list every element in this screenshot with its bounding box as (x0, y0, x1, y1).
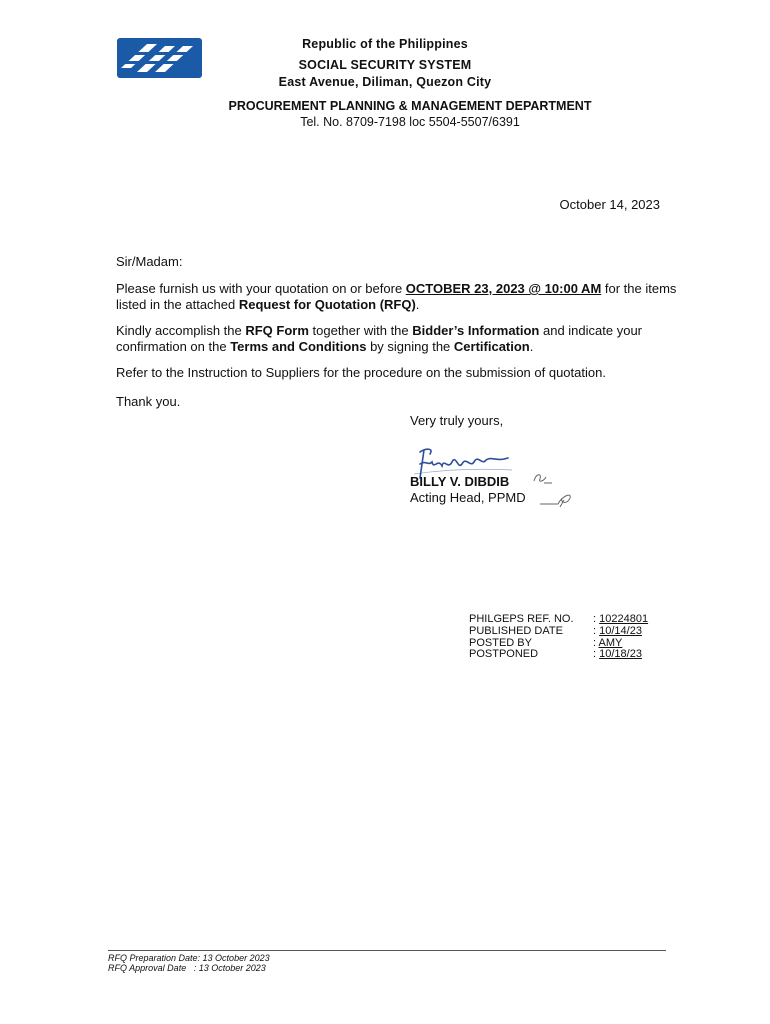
paragraph-instructions: Refer to the Instruction to Suppliers for the procedure on the submission of quotation. (116, 365, 606, 380)
p2-text-4: by signing the (366, 338, 454, 354)
terms-text: Terms and Conditions (230, 338, 367, 354)
signer-name: BILLY V. DIBDIB (410, 474, 510, 489)
paragraph-quotation-deadline (116, 281, 706, 312)
p1-text-middle: for the items listed in the attached (116, 281, 677, 312)
thank-you: Thank you. (116, 394, 181, 409)
initials-icon (538, 488, 576, 508)
ref-value: : 10/18/23 (593, 648, 642, 661)
letterhead-republic: Republic of the Philippines (302, 37, 468, 51)
paragraph-accomplish-form (116, 323, 706, 354)
initials-icon (532, 471, 554, 485)
p2-text-3: and indicate your confirmation on the (116, 323, 642, 354)
p2-text-2: together with the (308, 323, 413, 338)
footer-prep-date: RFQ Preparation Date : 13 October 2023 (108, 953, 270, 963)
footer-divider (108, 950, 666, 951)
ref-key: PHILGEPS REF. NO. (469, 613, 574, 625)
letterhead (170, 36, 600, 91)
letterhead-address: East Avenue, Diliman, Quezon City (278, 75, 492, 89)
ref-value: : AMY (593, 636, 623, 649)
p2-text-5: . (529, 338, 534, 354)
closing: Very truly yours, (410, 413, 504, 428)
department-name: PROCUREMENT PLANNING & MANAGEMENT DEPARTMENT (228, 99, 592, 113)
salutation: Sir/Madam: (116, 254, 183, 269)
letterhead-agency: SOCIAL SECURITY SYSTEM (298, 58, 472, 72)
ref-key: PUBLISHED DATE (469, 624, 563, 637)
footer (108, 953, 270, 973)
ref-value: : 10224801 (593, 613, 649, 625)
rfq-text: Request for Quotation (RFQ) (238, 296, 416, 312)
bidders-info-text: Bidder’s Information (412, 323, 540, 338)
rfq-form-text: RFQ Form (245, 323, 309, 338)
ref-key: POSTED BY (469, 636, 532, 649)
signer-title: Acting Head, PPMD (410, 490, 526, 505)
reference-block (469, 614, 648, 661)
ref-value: : 10/14/23 (593, 624, 642, 637)
department-header (120, 98, 700, 130)
p2-text-1: Kindly accomplish the (116, 323, 246, 338)
ref-key: POSTPONED (469, 648, 539, 661)
footer-approval-date: RFQ Approval Date : 13 October 2023 (108, 963, 266, 973)
deadline-text: OCTOBER 23, 2023 @ 10:00 AM (405, 281, 602, 296)
letter-date: October 14, 2023 (559, 197, 660, 212)
ref-row (469, 649, 648, 661)
department-tel: Tel. No. 8709-7198 loc 5504-5507/6391 (300, 115, 520, 129)
certification-text: Certification (453, 338, 530, 354)
p1-text-before: Please furnish us with your quotation on or before (116, 281, 406, 296)
p1-text-end: . (415, 296, 420, 312)
